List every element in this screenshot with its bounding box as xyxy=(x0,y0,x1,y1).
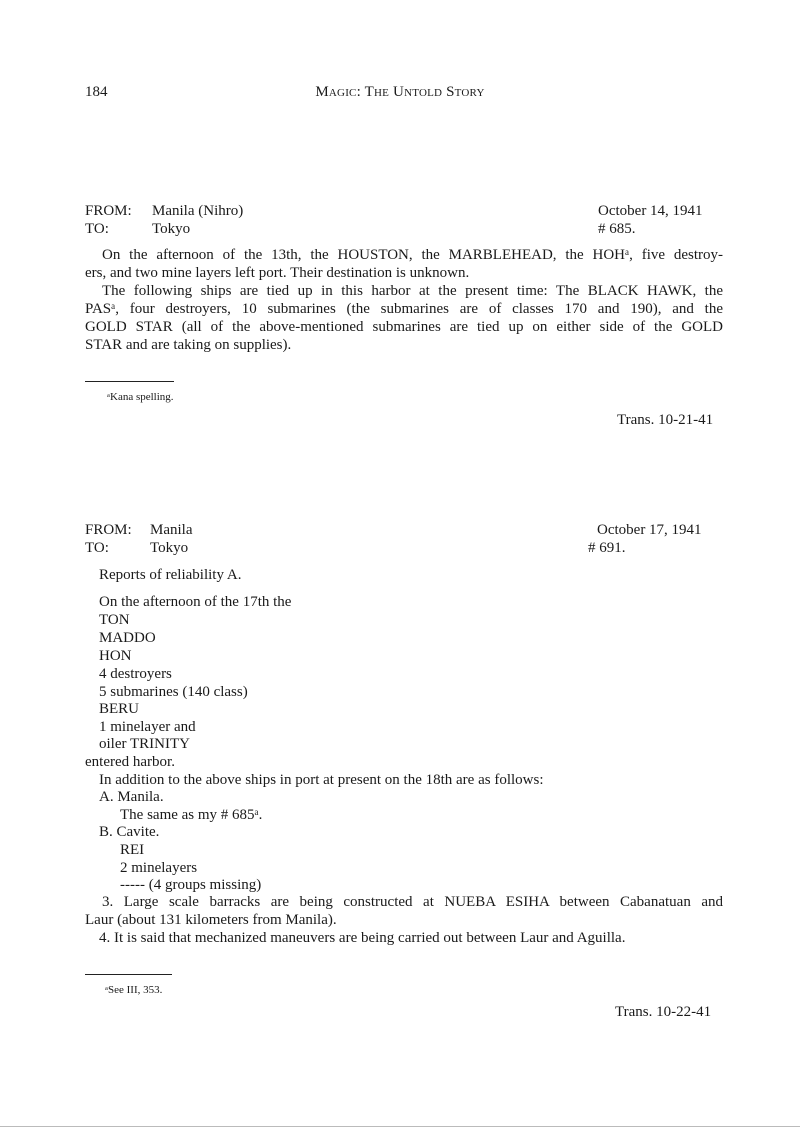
text-line: PASᵃ, four destroyers, 10 submarines (the submarines are of classes 170 and 190), and the xyxy=(85,301,723,317)
item-b-entry: ----- (4 groups missing) xyxy=(120,877,262,893)
running-head-part: U xyxy=(389,84,405,100)
from-value: Manila xyxy=(150,522,193,538)
ship-item: BERU xyxy=(99,701,140,717)
footnote: ᵃKana spelling. xyxy=(107,391,174,403)
text-line: STAR and are taking on supplies). xyxy=(85,337,292,353)
page-number: 184 xyxy=(85,84,108,100)
text-line: 3. Large scale barracks are being constructed at NUEBA ESIHA between Cabanatuan and xyxy=(102,894,723,910)
ship-item: 5 submarines (140 class) xyxy=(99,684,248,700)
text-line: Laur (about 131 kilometers from Manila). xyxy=(85,912,337,928)
translation-date: Trans. 10-21-41 xyxy=(617,412,714,428)
footnote-rule xyxy=(85,381,174,382)
footnote: ᵃSee III, 353. xyxy=(105,984,163,996)
item-a-label: A. Manila. xyxy=(99,789,164,805)
ship-item: HON xyxy=(99,648,132,664)
message-number: # 685. xyxy=(598,221,636,237)
message-number: # 691. xyxy=(588,540,626,556)
text-line: ers, and two mine layers left port. Their destination is unknown. xyxy=(85,265,470,281)
translation-date: Trans. 10-22-41 xyxy=(615,1004,712,1020)
from-label: FROM: xyxy=(85,522,132,538)
scan-edge-line xyxy=(0,1126,800,1127)
footnote-rule xyxy=(85,974,172,975)
message-date: October 14, 1941 xyxy=(598,203,703,219)
ship-item: oiler TRINITY xyxy=(99,736,190,752)
to-value: Tokyo xyxy=(152,221,191,237)
running-head xyxy=(0,84,800,101)
from-label: FROM: xyxy=(85,203,132,219)
item-3-paragraph xyxy=(85,893,723,929)
item-b-label: B. Cavite. xyxy=(99,824,160,840)
item-a-text: The same as my # 685ᵃ. xyxy=(120,807,263,823)
reliability-note: Reports of reliability A. xyxy=(99,567,242,583)
text-line: On the afternoon of the 13th, the HOUSTON, the MARBLEHEAD, the HOHᵃ, five destroy- xyxy=(102,247,723,263)
running-head-part: NTOLD xyxy=(404,87,443,99)
ship-item: MADDO xyxy=(99,630,156,646)
paragraph-harbor xyxy=(85,282,723,354)
message-date: October 17, 1941 xyxy=(597,522,702,538)
to-label: TO: xyxy=(85,221,109,237)
paragraph-departures xyxy=(85,246,723,282)
from-value: Manila (Nihro) xyxy=(152,203,244,219)
running-head-part: S xyxy=(442,84,455,100)
to-value: Tokyo xyxy=(150,540,189,556)
ship-item: TON xyxy=(99,612,130,628)
entered-line: entered harbor. xyxy=(85,754,175,770)
intro-line: On the afternoon of the 17th the xyxy=(99,594,292,610)
item-b-entry: 2 minelayers xyxy=(120,860,198,876)
to-label: TO: xyxy=(85,540,109,556)
ship-item: 4 destroyers xyxy=(99,666,172,682)
running-head-part: : T xyxy=(356,84,375,100)
text-line: The following ships are tied up in this harbor at the present time: The BLACK HAWK, the xyxy=(102,283,723,299)
item-b-entry: REI xyxy=(120,842,145,858)
running-head-part: TORY xyxy=(454,87,485,99)
addition-line: In addition to the above ships in port at present on the 18th are as follows: xyxy=(99,772,544,788)
running-head-part: AGIC xyxy=(328,87,357,99)
ship-item: 1 minelayer and xyxy=(99,719,196,735)
item-4: 4. It is said that mechanized maneuvers are being carried out between Laur and Aguilla. xyxy=(99,930,626,946)
text-line: GOLD STAR (all of the above-mentioned submarines are tied up on either side of the GOLD xyxy=(85,319,723,335)
running-head-part: M xyxy=(315,84,329,100)
running-head-part: HE xyxy=(374,87,390,99)
